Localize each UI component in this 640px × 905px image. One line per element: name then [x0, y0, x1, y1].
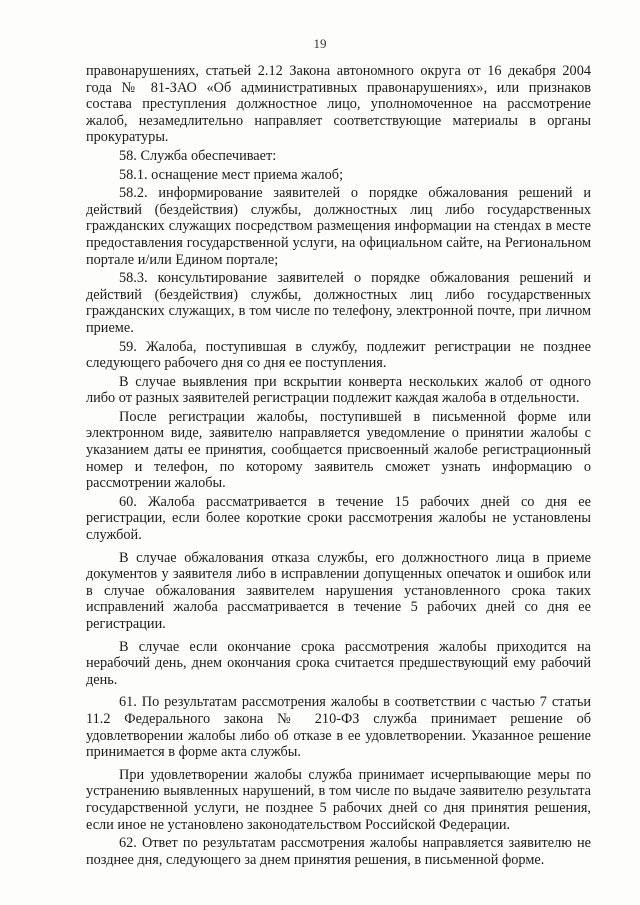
- paragraph: В случае выявления при вскрытии конверта нескольких жалоб от одного либо от разных заявителей регистрации подлежит каждая жалоба в отдельности.: [86, 373, 591, 407]
- paragraph: 61. По результатам рассмотрения жалобы в соответствии с частью 7 статьи 11.2 Федерального закона № 210-ФЗ служба принимает решение об удовлетворении жалобы либо об отказе в ее удовлетворении. Указанное решение принимается в форме акта службы.: [86, 694, 591, 761]
- paragraph: При удовлетворении жалобы служба принимает исчерпывающие меры по устранению выявленных нарушений, в том числе по выдаче заявителю результата государственной услуги, не позднее 5 рабочих дней со дня принятия решения, если иное не установлено законодательством Российской Федерации.: [86, 766, 591, 833]
- paragraph: После регистрации жалобы, поступившей в письменной форме или электронном виде, заявителю направляется уведомление о принятии жалобы с указанием даты ее принятия, сообщается присвоенный жалобе регистрационный номер и телефон, по которому заявитель сможет узнать информацию о рассмотрении жалобы.: [86, 408, 591, 492]
- paragraph: 59. Жалоба, поступившая в службу, подлежит регистрации не позднее следующего рабочего дня со дня ее поступления.: [86, 338, 591, 372]
- paragraph: В случае если окончание срока рассмотрения жалобы приходится на нерабочий день, днем окончания срока считается предшествующий ему рабочий день.: [86, 638, 591, 688]
- paragraph: 60. Жалоба рассматривается в течение 15 рабочих дней со дня ее регистрации, если более короткие сроки рассмотрения жалобы не установлены службой.: [86, 493, 591, 544]
- paragraph: 58. Служба обеспечивает:: [119, 147, 277, 164]
- document-body: [86, 63, 591, 870]
- paragraph: 62. Ответ по результатам рассмотрения жалобы направляется заявителю не позднее дня, следующего за днем принятия решения, в письменной форме.: [86, 835, 591, 868]
- paragraph: правонарушениях, статьей 2.12 Закона автономного округа от 16 декабря 2004 года № 81-ЗАО «Об административных правонарушениях», или признаков состава преступления должностное лицо, уполномоченное на рассмотрение жалоб, незамедлительно направляет соответствующие материалы в органы прокуратуры.: [86, 63, 591, 146]
- paragraph: 58.1. оснащение мест приема жалоб;: [119, 166, 344, 183]
- paragraph: В случае обжалования отказа службы, его должностного лица в приеме документов у заявителя либо в исправлении допущенных опечаток и ошибок или в случае обжалования заявителем нарушения установленного срока таких исправлений жалоба рассматривается в течение 5 рабочих дней со дня ее регистрации.: [86, 549, 591, 632]
- paragraph: 58.3. консультирование заявителей о порядке обжалования решений и действий (бездействия) службы, должностных лиц либо государственных гражданских служащих, в том числе по телефону, электронной почте, при личном приеме.: [86, 270, 591, 336]
- page-number: 19: [313, 36, 327, 51]
- paragraph: 58.2. информирование заявителей о порядке обжалования решений и действий (бездействия) службы, должностных лиц либо государственных гражданских служащих посредством размещения информации на стендах в месте предоставления государственной услуги, на официальном сайте, на Региональном портале и/или Едином портале;: [86, 185, 591, 268]
